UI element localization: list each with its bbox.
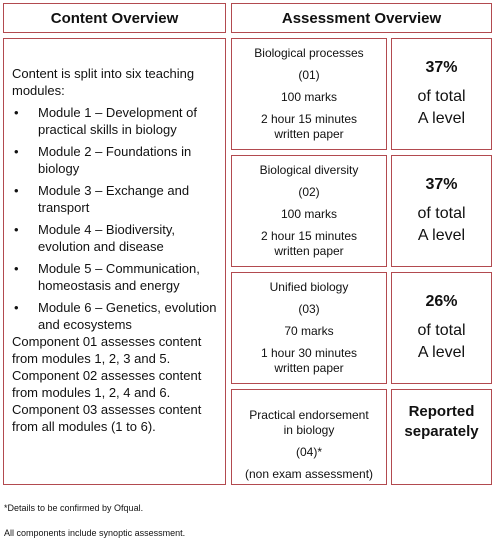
endorsement-weight-line1: Reported [408,403,475,420]
weight-label-line2: A level [417,227,466,244]
content-overview-panel [3,38,226,485]
assessment-paper: written paper [274,361,344,375]
weight-label-line1: of total [417,88,466,105]
bullet: • [14,222,19,237]
list-item [12,299,217,333]
module-4-text: Module 4 – Biodiversity, evolution and disease [38,222,176,254]
assessment-marks: 70 marks [284,324,334,338]
assessment-marks: 100 marks [280,207,338,221]
footnote-ofqual: *Details to be confirmed by Ofqual. [4,503,144,513]
content-overview-header [3,3,226,33]
weight-percent: 26% [425,293,458,310]
assessment-code: (02) [298,185,320,199]
assessment-name: Biological processes [254,46,364,60]
assessment-01-weight [391,38,492,150]
endorsement-code: (04)* [295,445,322,459]
assessment-paper: written paper [274,127,344,141]
list-item [12,260,217,294]
assessment-duration: 2 hour 15 minutes [260,112,358,126]
endorsement-name-line2: in biology [283,423,335,437]
endorsement-weight-line2: separately [404,423,479,440]
assessment-03-weight [391,272,492,384]
assessment-name: Biological diversity [259,163,359,177]
weight-label-line1: of total [417,205,466,222]
assessment-02-weight [391,155,492,267]
list-item [12,221,217,255]
endorsement-details [231,389,387,485]
module-5-text: Module 5 – Communication, homeostasis and energy [38,261,200,293]
component-03-note: Component 03 assesses content from all modules (1 to 6). [12,402,202,434]
assessment-duration: 2 hour 15 minutes [260,229,358,243]
weight-percent: 37% [425,176,458,193]
weight-label-line1: of total [417,322,466,339]
assessment-code: (03) [298,302,320,316]
assessment-overview-header [231,3,492,33]
assessment-code: (01) [298,68,320,82]
assessment-name: Unified biology [269,280,349,294]
assessment-duration: 1 hour 30 minutes [260,346,358,360]
list-item [12,182,217,216]
content-intro: Content is split into six teaching modules: [12,66,195,98]
weight-label-line2: A level [417,344,466,361]
endorsement-name-line1: Practical endorsement [249,408,369,422]
assessment-03-details [231,272,387,384]
bullet: • [14,144,19,159]
module-6-text: Module 6 – Genetics, evolution and ecosystems [38,300,217,332]
assessment-01-details [231,38,387,150]
assessment-02-details [231,155,387,267]
module-2-text: Module 2 – Foundations in biology [38,144,192,176]
content-overview-title: Content Overview [50,9,179,27]
assessment-paper: written paper [274,244,344,258]
bullet: • [14,183,19,198]
assessment-marks: 100 marks [280,90,338,104]
weight-percent: 37% [425,59,458,76]
weight-label-line2: A level [417,110,466,127]
bullet: • [14,300,19,315]
bullet: • [14,261,19,276]
endorsement-weight [391,389,492,485]
assessment-overview-title: Assessment Overview [281,9,442,27]
list-item [12,104,217,138]
module-3-text: Module 3 – Exchange and transport [38,183,190,215]
list-item [12,143,217,177]
component-01-note: Component 01 assesses content from modules 1, 2, 3 and 5. [12,334,202,366]
endorsement-note: (non exam assessment) [244,467,374,481]
module-list [12,104,217,333]
bullet: • [14,105,19,120]
component-02-note: Component 02 assesses content from modules 1, 2, 4 and 6. [12,368,202,400]
footnote-synoptic: All components include synoptic assessment. [4,528,186,538]
module-1-text: Module 1 – Development of practical skills in biology [38,105,197,137]
